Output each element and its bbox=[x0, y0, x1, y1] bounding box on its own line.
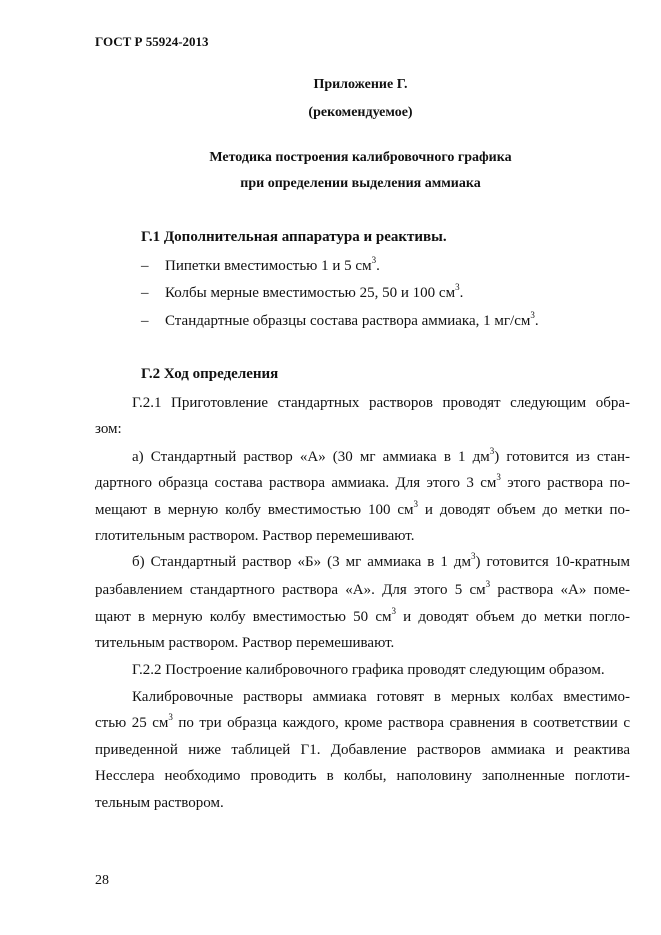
paragraph-line: глотительным раствором. Раствор перемешивают. bbox=[95, 528, 415, 544]
page-number: 28 bbox=[95, 873, 109, 888]
paragraph-line: тельным раствором. bbox=[95, 795, 224, 811]
paragraph-line: разбавлением стандартного раствора «А». Для этого 5 $см^3$ раствора «А» поме- bbox=[95, 579, 630, 598]
paragraph-line: тительным раствором. Раствор перемешивают. bbox=[95, 635, 395, 651]
paragraph-line: б) Стандартный раствор «Б» (3 мг аммиака в 1 $дм^3$) готовится 10-кратным bbox=[132, 551, 631, 570]
list-dash: – bbox=[141, 313, 149, 329]
list-item: Пипетки вместимостью 1 и 5 $см^3$. bbox=[165, 255, 380, 274]
appendix-title: Приложение Г. bbox=[313, 77, 408, 92]
paragraph-line: зом: bbox=[95, 421, 122, 437]
paragraph-line: дартного образца состава раствора аммиака. Для этого 3 $см^3$ этого раствора по- bbox=[95, 472, 631, 491]
list-item: Стандартные образцы состава раствора аммиака, 1 $мг/см^3$. bbox=[165, 310, 539, 329]
paragraph-line: а) Стандартный раствор «А» (30 мг аммиака в 1 $дм^3$) готовится из стан- bbox=[132, 446, 630, 465]
list-dash: – bbox=[141, 258, 149, 274]
list-dash: – bbox=[141, 285, 149, 301]
section-g1-title: Г.1 Дополнительная аппаратура и реактивы. bbox=[141, 229, 447, 245]
paragraph-line: щают в мерную колбу вместимостью 50 $см^3$ и доводят объем до метки погло- bbox=[95, 606, 630, 625]
paragraph-line: приведенной ниже таблицей Г1. Добавление растворов аммиака и реактива bbox=[95, 742, 630, 758]
paragraph-line: Г.2.2 Построение калибровочного графика проводят следующим образом. bbox=[132, 662, 605, 678]
paragraph-line: стью 25 $см^3$ по три образца каждого, кроме раствора сравнения в соответствии с bbox=[95, 712, 630, 731]
paragraph-line: Г.2.1 Приготовление стандартных растворов проводят следующим обра- bbox=[132, 395, 630, 411]
section-g2-title: Г.2 Ход определения bbox=[141, 366, 279, 382]
standard-code: ГОСТ Р 55924-2013 bbox=[95, 34, 209, 49]
appendix-heading-line1: Методика построения калибровочного графика bbox=[209, 150, 512, 165]
appendix-heading-line2: при определении выделения аммиака bbox=[240, 176, 481, 191]
appendix-status: (рекомендуемое) bbox=[308, 105, 413, 120]
paragraph-line: Калибровочные растворы аммиака готовят в мерных колбах вместимо- bbox=[132, 689, 630, 705]
list-item: Колбы мерные вместимостью 25, 50 и 100 $см^3$. bbox=[165, 282, 464, 301]
paragraph-line: Несслера необходимо проводить в колбы, наполовину заполненные поглоти- bbox=[95, 768, 630, 784]
paragraph-line: мещают в мерную колбу вместимостью 100 $см^3$ и доводят объем до метки по- bbox=[95, 499, 630, 518]
